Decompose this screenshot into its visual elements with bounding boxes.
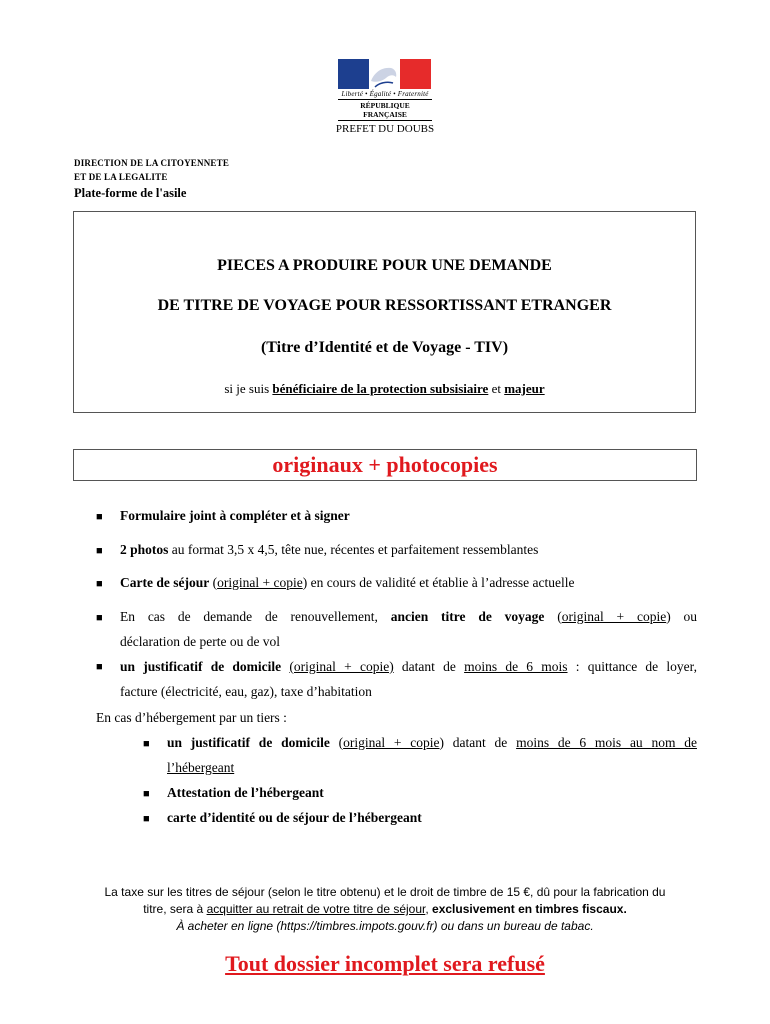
item-photos-label: 2 photos bbox=[120, 542, 169, 557]
item-renewal-end: ) ou bbox=[666, 609, 698, 624]
condition-protection: bénéficiaire de la protection subsisiaire bbox=[272, 381, 489, 396]
logo-republic: RÉPUBLIQUE FRANÇAISE bbox=[338, 99, 432, 121]
tax-line-2-underlined: acquitter au retrait de votre titre de séjour bbox=[206, 902, 426, 916]
sub-domicile-paren: ( bbox=[329, 735, 344, 750]
item-form-label: Formulaire joint à compléter et à signer bbox=[120, 508, 350, 523]
bullet-icon: ■ bbox=[143, 738, 150, 750]
item-carte-orig: original + copie bbox=[217, 575, 303, 590]
list-item-renewal bbox=[120, 604, 697, 629]
bullet-icon: ■ bbox=[96, 545, 103, 557]
item-renewal-paren: ( bbox=[544, 609, 562, 624]
bullet-icon: ■ bbox=[96, 578, 103, 590]
direction-block bbox=[74, 156, 229, 200]
sub-carte-label: carte d’identité ou de séjour de l’hébergeant bbox=[167, 810, 422, 825]
direction-line-2: ET DE LA LEGALITE bbox=[74, 172, 168, 182]
item-carte-label: Carte de séjour bbox=[120, 575, 210, 590]
tax-line-2 bbox=[60, 901, 710, 918]
item-renewal-orig: original + copie bbox=[561, 609, 667, 624]
title-box bbox=[73, 211, 696, 413]
item-domicile-date: moins de 6 mois bbox=[464, 659, 568, 674]
item-domicile-orig: (original + copie) bbox=[289, 659, 394, 674]
list-item-form bbox=[120, 503, 350, 528]
sub-domicile-label: un justificatif de domicile bbox=[167, 735, 330, 750]
sub-domicile-mid: ) datant de bbox=[439, 735, 517, 750]
sub-item-domicile-line2: l’hébergeant bbox=[167, 760, 235, 775]
bullet-icon: ■ bbox=[96, 661, 103, 673]
title-line-2: DE TITRE DE VOYAGE POUR RESSORTISSANT ETRANGER bbox=[157, 297, 612, 314]
incomplete-warning: Tout dossier incomplet sera refusé bbox=[225, 951, 545, 976]
item-carte-text: ) en cours de validité et établie à l’adresse actuelle bbox=[302, 575, 575, 590]
tax-line-3: À acheter en ligne (https://timbres.impots.gouv.fr) ou dans un bureau de tabac. bbox=[176, 919, 594, 933]
title-line-1: PIECES A PRODUIRE POUR UNE DEMANDE bbox=[217, 257, 552, 274]
condition-mid: et bbox=[488, 381, 505, 396]
title-line-3: (Titre d’Identité et de Voyage - TIV) bbox=[260, 339, 509, 356]
tax-line-2-bold: exclusivement en timbres fiscaux. bbox=[432, 902, 627, 916]
sub-item-domicile bbox=[167, 730, 697, 755]
direction-line-1: DIRECTION DE LA CITOYENNETE bbox=[74, 158, 230, 168]
item-domicile-end: : quittance de loyer, bbox=[567, 659, 697, 674]
sub-domicile-date: moins de 6 mois au nom de bbox=[516, 735, 697, 750]
tax-line-2-pre: titre, sera à bbox=[143, 902, 207, 916]
tricolor-flag-icon bbox=[338, 59, 431, 89]
hebergement-intro: En cas d’hébergement par un tiers : bbox=[96, 710, 287, 725]
list-item-domicile-line2: facture (électricité, eau, gaz), taxe d’habitation bbox=[120, 684, 372, 699]
bullet-icon: ■ bbox=[96, 511, 103, 523]
sub-attestation-label: Attestation de l’hébergeant bbox=[167, 785, 324, 800]
tax-notice bbox=[60, 884, 710, 935]
list-item-renewal-line2: déclaration de perte ou de vol bbox=[120, 634, 281, 649]
tax-line-2-comma: , bbox=[425, 902, 433, 916]
platform-name: Plate-forme de l'asile bbox=[74, 186, 187, 200]
bullet-icon: ■ bbox=[143, 788, 150, 800]
logo-motto: Liberté • Égalité • Fraternité bbox=[341, 90, 429, 98]
bullet-icon: ■ bbox=[143, 813, 150, 825]
title-condition bbox=[74, 381, 695, 397]
item-domicile-label: un justificatif de domicile bbox=[120, 659, 282, 674]
condition-majeur: majeur bbox=[504, 381, 545, 396]
list-item-photos bbox=[120, 537, 538, 562]
condition-pre: si je suis bbox=[224, 381, 273, 396]
originals-banner: originaux + photocopies bbox=[73, 449, 697, 481]
item-photos-text: au format 3,5 x 4,5, tête nue, récentes et parfaitement ressemblantes bbox=[168, 542, 539, 557]
sub-item-attestation bbox=[167, 780, 324, 805]
item-carte-paren: ( bbox=[209, 575, 218, 590]
item-domicile-mid: datant de bbox=[393, 659, 465, 674]
marianne-logo bbox=[338, 59, 432, 121]
prefet-heading: PREFET DU DOUBS bbox=[335, 123, 435, 135]
item-renewal-pre: En cas de demande de renouvellement, bbox=[120, 609, 391, 624]
tax-line-1: La taxe sur les titres de séjour (selon le titre obtenu) et le droit de timbre de 15 €, dû pour la fabrication du bbox=[104, 885, 666, 899]
list-item-domicile bbox=[120, 654, 697, 679]
sub-item-carte-identite bbox=[167, 805, 422, 830]
bullet-icon: ■ bbox=[96, 612, 103, 624]
list-item-carte-sejour bbox=[120, 570, 574, 595]
sub-domicile-orig: original + copie bbox=[343, 735, 440, 750]
item-renewal-label: ancien titre de voyage bbox=[390, 609, 545, 624]
